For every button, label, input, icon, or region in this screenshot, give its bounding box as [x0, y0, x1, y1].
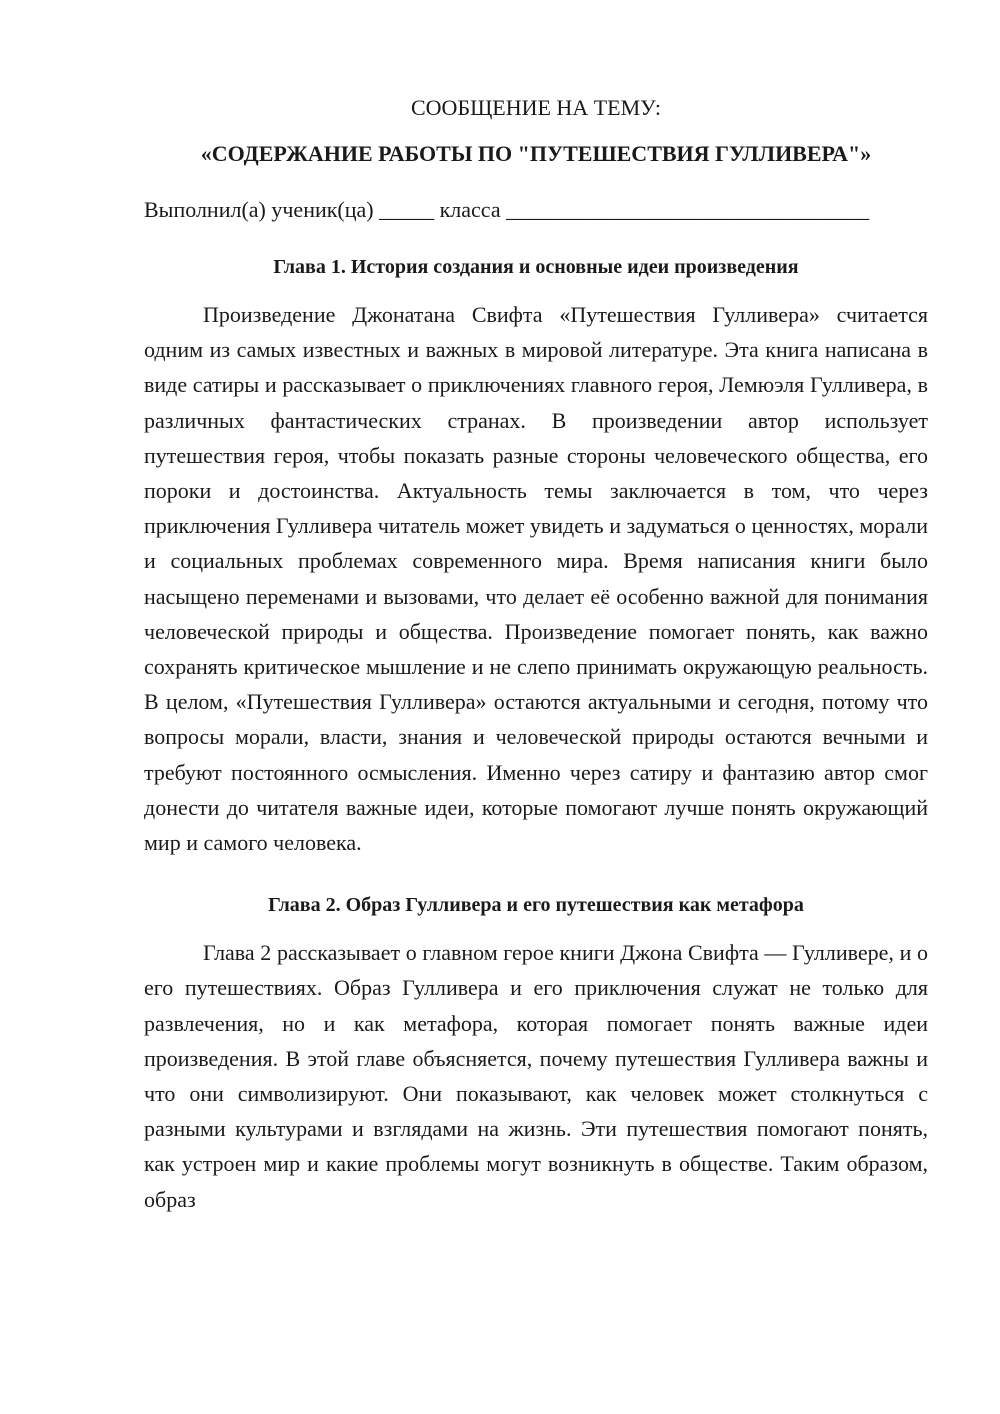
chapter-2-heading: Глава 2. Образ Гулливера и его путешествия как метафора — [268, 894, 804, 917]
chapter-2-paragraph: Глава 2 рассказывает о главном герое книги Джона Свифта — Гулливере, и о его путешествиях. Образ Гулливера и его приключения служат не только для развлечения, но и как метафора, которая помогает понять важные идеи произведения. В этой главе объясняется, почему путешествия Гулливера важны и что они символизируют. Они показывают, как человек может столкнуться с разными культурами и взглядами на жизнь. Эти путешествия помогают понять, как устроен мир и какие проблемы могут возникнуть в обществе. Таким образом, образ — [144, 940, 928, 1212]
document-page — [144, 92, 928, 1217]
report-type-title: СООБЩЕНИЕ НА ТЕМУ: — [411, 95, 661, 120]
report-topic-title: «СОДЕРЖАНИЕ РАБОТЫ ПО "ПУТЕШЕСТВИЯ ГУЛЛИВЕРА"» — [200, 141, 872, 166]
author-line: Выполнил(а) ученик(ца) _____ класса _________________________________ — [144, 197, 870, 222]
chapter-1-heading: Глава 1. История создания и основные идеи произведения — [273, 256, 799, 278]
chapter-1-paragraph: Произведение Джонатана Свифта «Путешествия Гулливера» считается одним из самых известных и важных в мировой литературе. Эта книга написана в виде сатиры и рассказывает о приключениях главного героя, Лемюэля Гулливера, в различных фантастических странах. В произведении автор использует путешествия героя, чтобы показать разные стороны человеческого общества, его пороки и достоинства. Актуальность темы заключается в том, что через приключения Гулливера читатель может увидеть и задуматься о ценностях, морали и социальных проблемах современного мира. Время написания книги было насыщено переменами и вызовами, что делает её особенно важной для понимания человеческой природы и общества. Произведение помогает понять, как важно сохранять критическое мышление и не слепо принимать окружающую реальность. В целом, «Путешествия Гулливера» остаются актуальными и сегодня, потому что вопросы морали, власти, знания и человеческой природы остаются вечными и требуют постоянного осмысления. Именно через сатиру и фантазию автор смог донести до читателя важные идеи, которые помогают лучше понять окружающий мир и самого человека. — [144, 302, 928, 856]
